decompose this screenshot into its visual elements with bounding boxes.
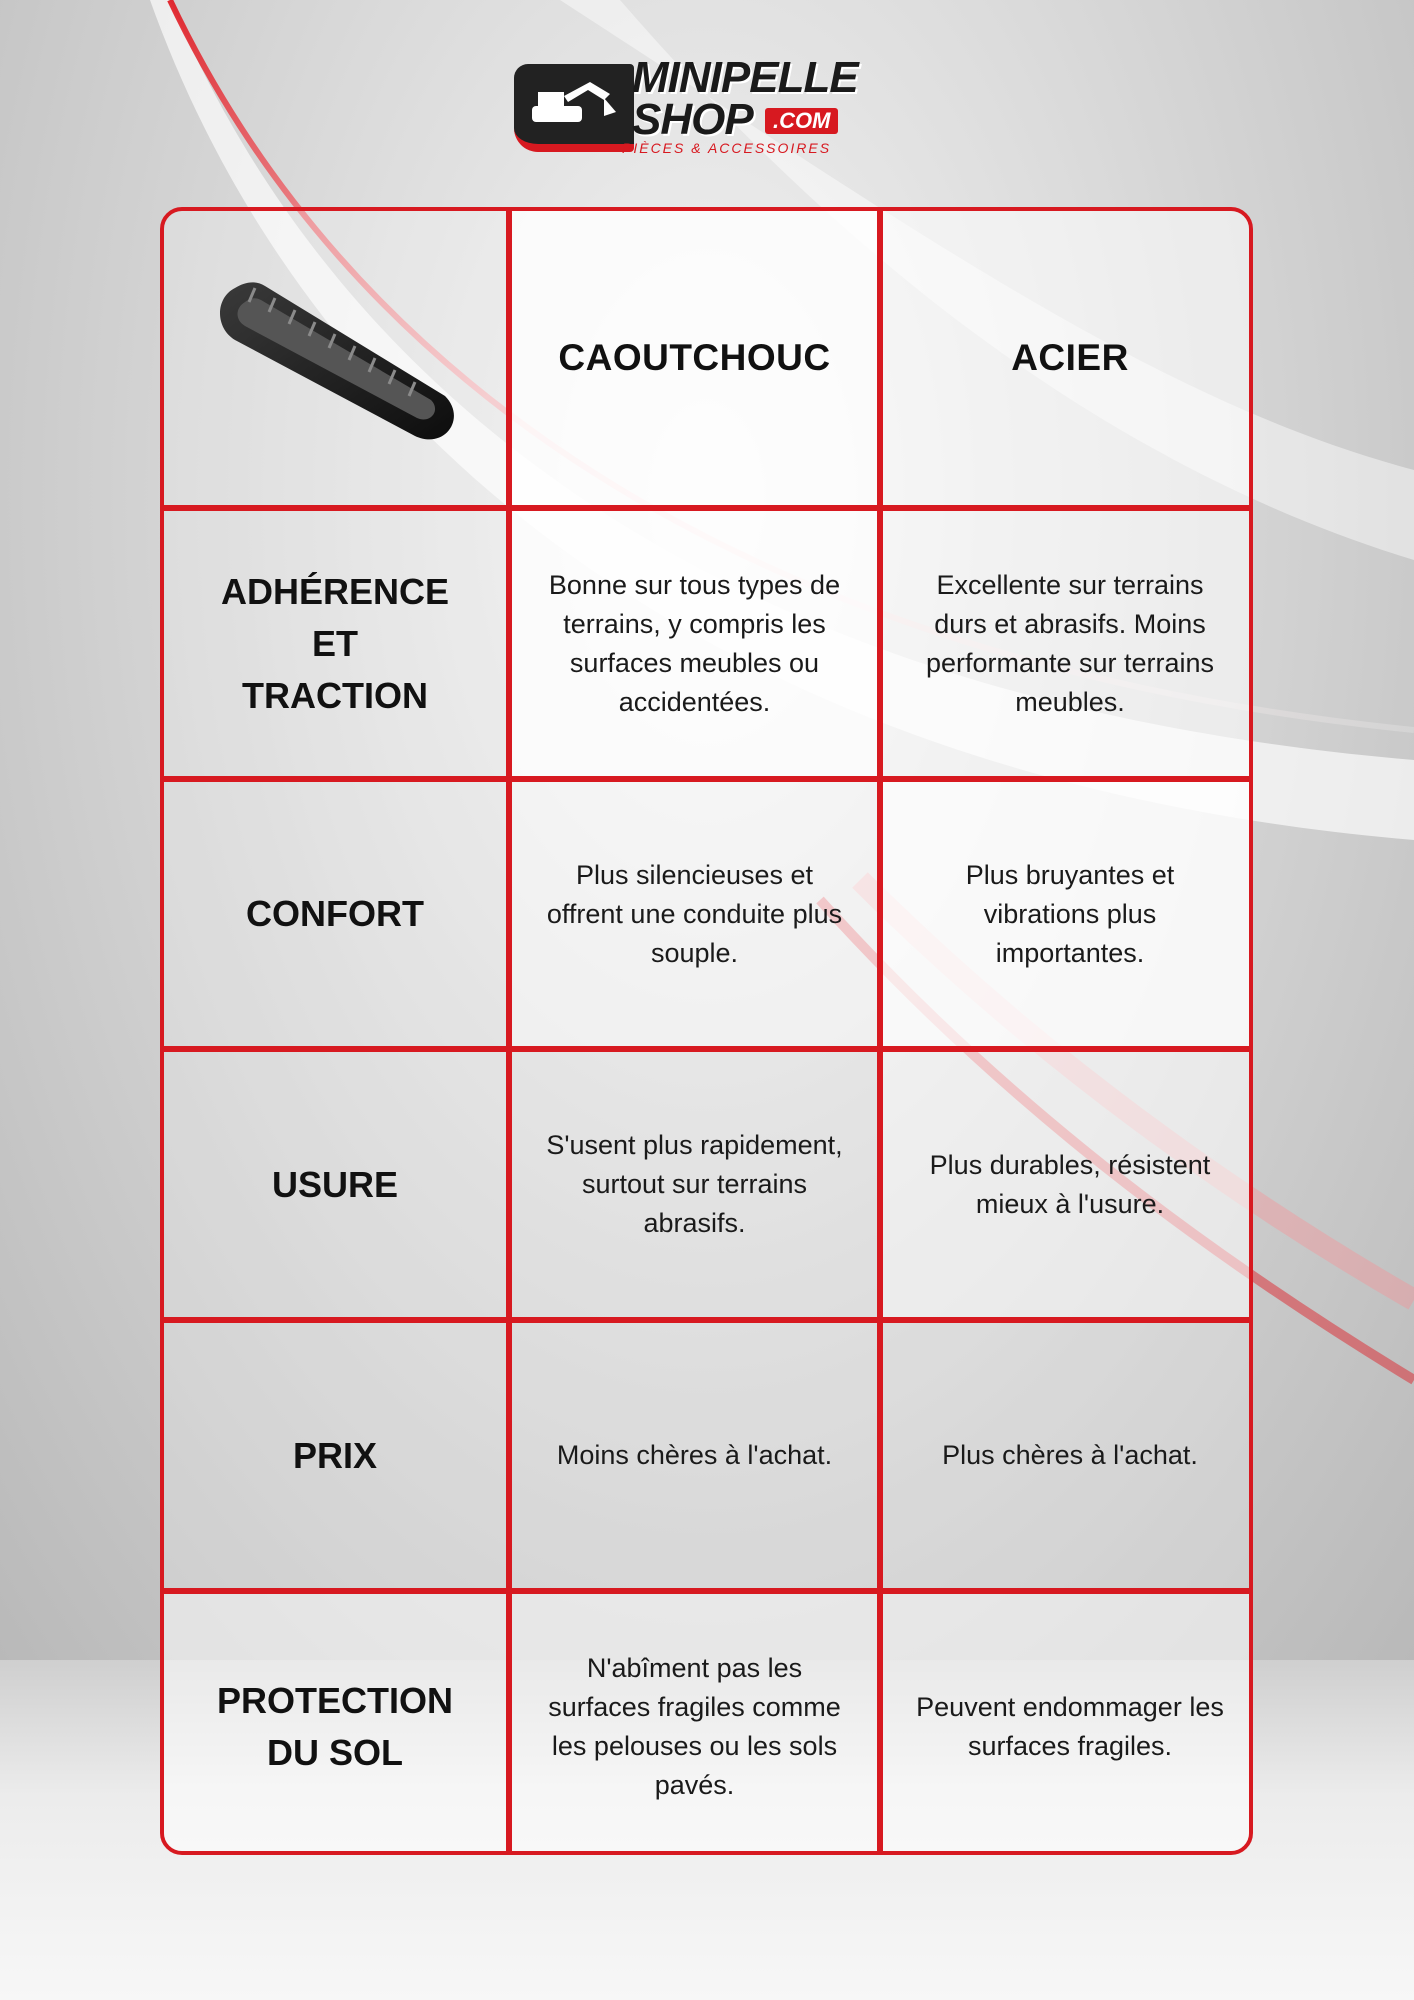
row-header-line: ADHÉRENCE xyxy=(220,570,450,612)
cell-text: Plus bruyantes et vibrations plus importantes. xyxy=(965,859,1175,968)
column-header-label: CAOUTCHOUC xyxy=(558,337,831,378)
cell-text: N'abîment pas les surfaces fragiles comme les pelouses ou les sols pavés. xyxy=(548,1652,841,1800)
cell-text: Moins chères à l'achat. xyxy=(556,1440,833,1470)
column-header-label: ACIER xyxy=(1011,337,1129,378)
cell-protection-caoutchouc xyxy=(512,1594,883,1855)
cell-text: S'usent plus rapidement, surtout sur terrains abrasifs. xyxy=(546,1130,843,1238)
cell-text: Plus silencieuses et offrent une conduite plus souple. xyxy=(546,859,843,968)
column-header-caoutchouc xyxy=(512,211,883,511)
brand-name-line1: MINIPELLE xyxy=(632,53,858,102)
row-header-line: CONFORT xyxy=(246,893,424,934)
column-header-acier xyxy=(883,211,1253,511)
brand-name-line2: SHOP xyxy=(632,95,753,144)
row-header-line: USURE xyxy=(271,1163,399,1205)
cell-prix-caoutchouc xyxy=(512,1323,883,1594)
brand-tagline: PIÈCES & ACCESSOIRES xyxy=(622,140,832,156)
row-header-line: PROTECTION xyxy=(216,1679,453,1721)
cell-text: Bonne sur tous types de terrains, y compris les surfaces meubles ou accidentées. xyxy=(548,569,841,717)
cell-text: Excellente sur terrains durs et abrasifs. Moins performante sur terrains meubles. xyxy=(925,569,1215,717)
row-header-line: PRIX xyxy=(292,1434,378,1476)
row-header-confort xyxy=(164,782,512,1052)
cell-confort-acier xyxy=(883,782,1253,1052)
row-header-prix xyxy=(164,1323,512,1594)
row-header-line: DU SOL xyxy=(266,1731,403,1773)
row-header-adherence xyxy=(164,511,512,782)
cell-text: Plus durables, résistent mieux à l'usure. xyxy=(929,1149,1211,1219)
cell-text: Plus chères à l'achat. xyxy=(942,1440,1198,1470)
cell-prix-acier xyxy=(883,1323,1253,1594)
row-header-usure xyxy=(164,1052,512,1323)
cell-adherence-caoutchouc xyxy=(512,511,883,782)
comparison-table xyxy=(160,207,1253,1855)
cell-usure-caoutchouc xyxy=(512,1052,883,1323)
rubber-track-icon xyxy=(205,258,465,458)
cell-usure-acier xyxy=(883,1052,1253,1323)
row-header-line: ET xyxy=(311,622,358,664)
row-header-line: TRACTION xyxy=(242,674,428,716)
row-header-protection xyxy=(164,1594,512,1855)
excavator-badge xyxy=(514,64,634,152)
cell-adherence-acier xyxy=(883,511,1253,782)
excavator-icon xyxy=(524,76,624,132)
cell-confort-caoutchouc xyxy=(512,782,883,1052)
brand-domain-badge: .COM xyxy=(765,108,838,134)
header-image-cell xyxy=(164,211,512,511)
cell-text: Peuvent endommager les surfaces fragiles. xyxy=(916,1691,1224,1761)
cell-protection-acier xyxy=(883,1594,1253,1855)
brand-logo[interactable] xyxy=(510,53,910,166)
